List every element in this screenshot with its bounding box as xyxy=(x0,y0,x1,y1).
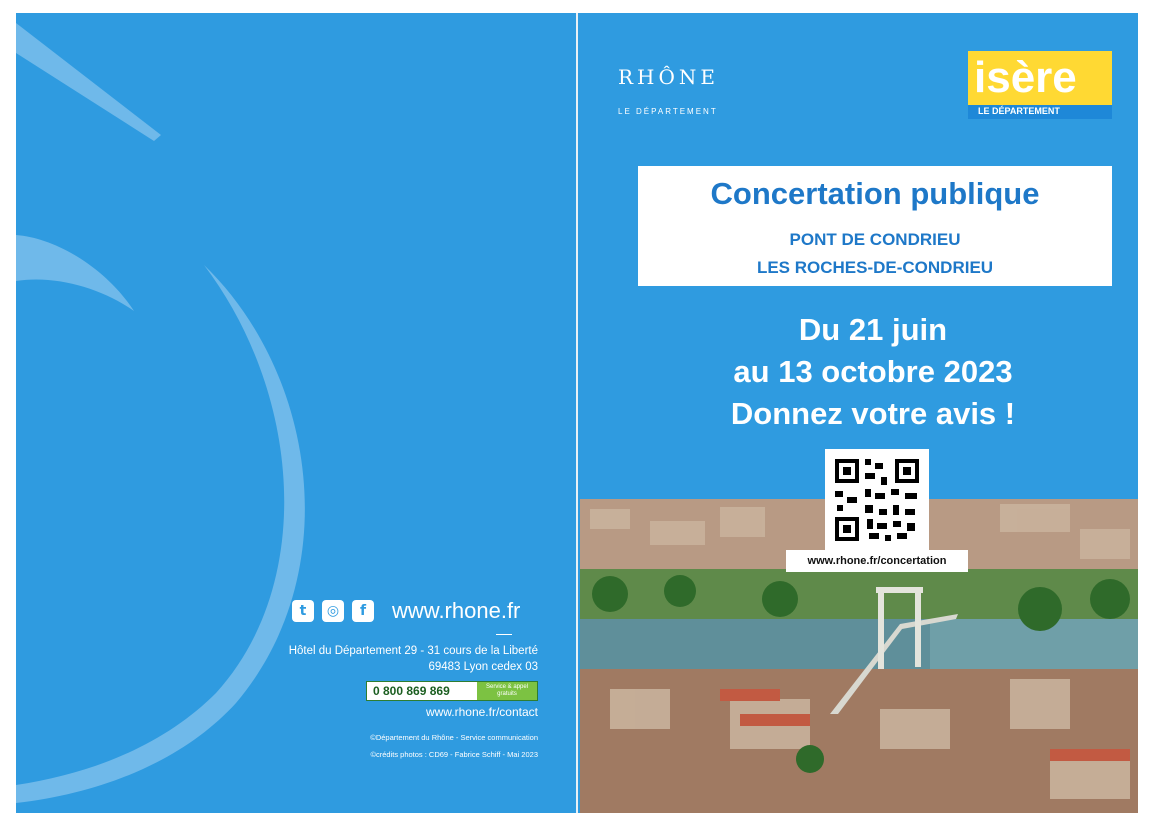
page-title: Concertation publique xyxy=(710,176,1040,211)
qr-code[interactable] xyxy=(825,449,929,551)
isere-logo xyxy=(968,51,1112,119)
contact-link[interactable]: www.rhone.fr/contact xyxy=(425,705,538,719)
social-links xyxy=(292,598,520,624)
instagram-icon[interactable]: ◎ xyxy=(322,600,344,622)
address-line2: 69483 Lyon cedex 03 xyxy=(428,661,538,673)
website-link[interactable]: www.rhone.fr xyxy=(392,598,521,623)
front-cover-panel xyxy=(578,13,1138,813)
rhone-logo-subtitle: LE DÉPARTEMENT xyxy=(618,107,718,116)
dates-line3: Donnez votre avis ! xyxy=(730,396,1016,431)
phone-number[interactable]: 0 800 869 869 xyxy=(373,684,450,698)
facebook-icon[interactable]: f xyxy=(352,600,374,622)
twitter-icon[interactable]: t xyxy=(292,600,314,622)
address-line1: Hôtel du Département 29 - 31 cours de la Liberté xyxy=(288,645,538,657)
credit-photos: ©crédits photos : CD69 - Fabrice Schiff - Mai 2023 xyxy=(370,750,538,759)
isere-logo-subtitle: LE DÉPARTEMENT xyxy=(978,106,1060,116)
concertation-url[interactable]: www.rhone.fr/concertation xyxy=(786,550,968,572)
subtitle-line2: LES ROCHES-DE-CONDRIEU xyxy=(756,258,994,277)
divider xyxy=(496,634,512,635)
dates-line1: Du 21 juin xyxy=(798,312,948,347)
title-box xyxy=(638,166,1112,286)
isere-logo-word: isère xyxy=(974,53,1077,102)
dates-line2: au 13 octobre 2023 xyxy=(733,354,1013,389)
phone-tag: Service & appel gratuits xyxy=(477,682,537,700)
phone-box xyxy=(366,681,538,701)
qr-code-icon xyxy=(825,449,929,551)
rhone-logo: RHÔNE xyxy=(618,65,719,89)
subtitle-line1: PONT DE CONDRIEU xyxy=(789,230,961,249)
credit-service: ©Département du Rhône - Service communication xyxy=(370,733,538,742)
address xyxy=(289,643,538,675)
dates-block xyxy=(578,309,1138,435)
subtitle xyxy=(638,226,1112,282)
back-cover-panel xyxy=(16,13,576,813)
